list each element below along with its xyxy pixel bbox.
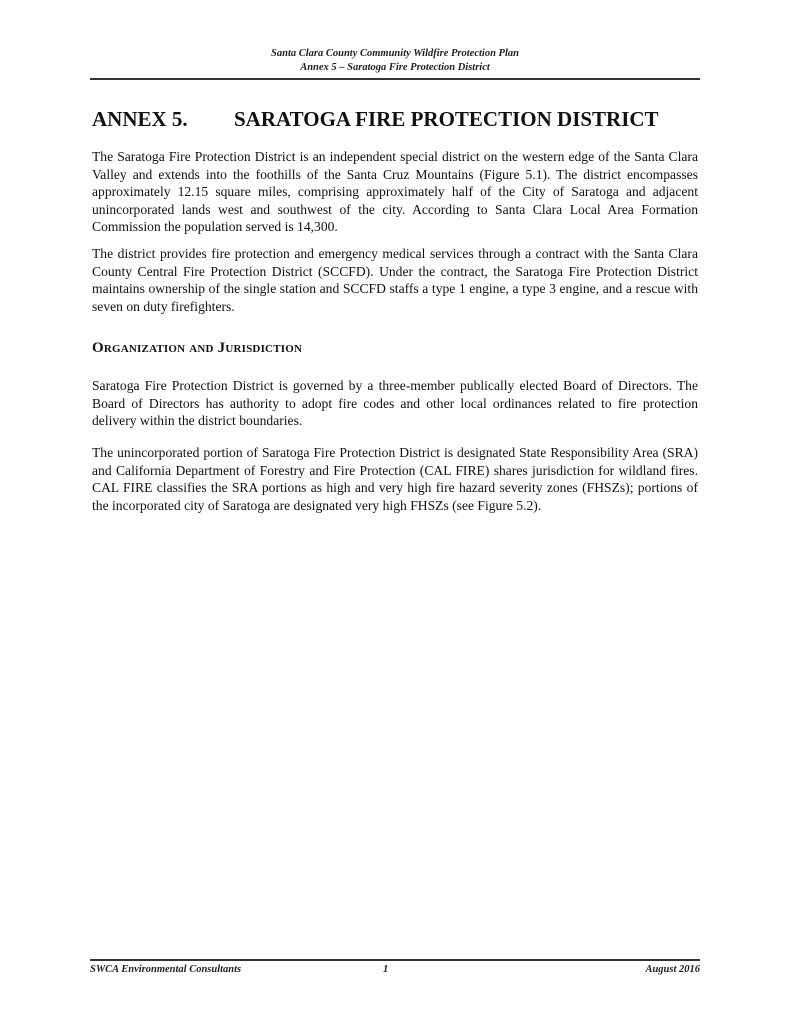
header-rule (90, 78, 700, 80)
page-number: 1 (383, 964, 389, 975)
header-annex-title: Annex 5 – Saratoga Fire Protection District (300, 62, 490, 73)
footer-publisher: SWCA Environmental Consultants (90, 964, 242, 975)
intro-paragraph-2: The district provides fire protection and emergency medical services through a contract with the Santa Clara County Central Fire Protection District (SCCFD). Under the contract, the Saratoga Fire Protection District maintains ownership of the single station and SCCFD staffs a type 1 engine, a type 3 engine, and a rescue with seven on duty firefighters. (92, 246, 698, 314)
running-footer (90, 964, 700, 980)
annex-number: ANNEX 5. (92, 107, 188, 131)
section-heading: Organization and Jurisdiction (92, 340, 303, 356)
section-paragraph-1: Saratoga Fire Protection District is governed by a three-member publically elected Board of Directors. The Board of Directors has authority to adopt fire codes and other local ordinances related to fire protection delivery within the district boundaries. (92, 378, 698, 429)
page-title (92, 106, 702, 132)
footer-rule (90, 959, 700, 961)
running-header (90, 47, 700, 75)
footer-date: August 2016 (645, 964, 700, 975)
section-paragraph-2: The unincorporated portion of Saratoga Fire Protection District is designated State Responsibility Area (SRA) and California Department of Forestry and Fire Protection (CAL FIRE) shares jurisdiction for wildland fires. CAL FIRE classifies the SRA portions as high and very high fire hazard severity zones (FHSZs); portions of the incorporated city of Saratoga are designated very high FHSZs (see Figure 5.2). (92, 445, 698, 513)
header-plan-title: Santa Clara County Community Wildfire Protection Plan (271, 48, 519, 59)
intro-paragraph-1: The Saratoga Fire Protection District is an independent special district on the western edge of the Santa Clara Valley and extends into the foothills of the Santa Cruz Mountains (Figure 5.1). The district encompasses approximately 12.15 square miles, comprising approximately half of the City of Saratoga and adjacent unincorporated lands west and southwest of the city. According to Santa Clara Local Area Formation Commission the population served is 14,300. (92, 149, 698, 235)
annex-title: SARATOGA FIRE PROTECTION DISTRICT (234, 107, 659, 131)
